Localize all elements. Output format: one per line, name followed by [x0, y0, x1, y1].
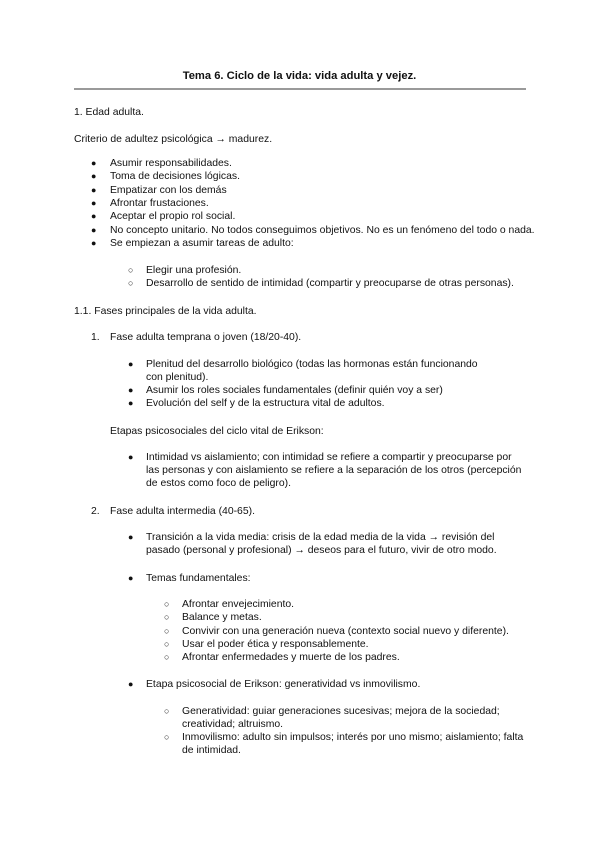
bullet-circle-icon: ○: [164, 639, 170, 649]
list-number: 1.: [91, 332, 100, 343]
list-item: Transición a la vida media: crisis de la edad media de la vida → revisión del pasado (personal y profesional) → deseos para el futuro, vivir de otro modo.: [146, 532, 497, 556]
list-item: Afrontar frustaciones.: [110, 198, 209, 209]
list-item: Afrontar enfermedades y muerte de los padres.: [182, 652, 400, 663]
list-item: Etapa psicosocial de Erikson: generatividad vs inmovilismo.: [146, 679, 421, 690]
bullet-dot-icon: ●: [91, 185, 97, 195]
list-item: Temas fundamentales:: [146, 573, 251, 584]
bullet-dot-icon: ●: [128, 359, 134, 369]
list-item: No concepto unitario. No todos conseguimos objetivos. No es un fenómeno del todo o nada.: [110, 225, 535, 236]
bullet-circle-icon: ○: [164, 626, 170, 636]
list-item: Inmovilismo: adulto sin impulsos; interés por uno mismo; aislamiento; falta de intimidad.: [182, 732, 524, 756]
title-divider: [74, 88, 526, 90]
bullet-dot-icon: ●: [91, 238, 97, 248]
bullet-circle-icon: ○: [128, 265, 134, 275]
bullet-dot-icon: ●: [128, 385, 134, 395]
list-item: Asumir responsabilidades.: [110, 158, 232, 169]
list-item: Desarrollo de sentido de intimidad (compartir y preocuparse de otras personas).: [146, 278, 514, 289]
list-item: Evolución del self y de la estructura vital de adultos.: [146, 398, 385, 409]
list-number: 2.: [91, 506, 100, 517]
bullet-circle-icon: ○: [128, 278, 134, 288]
criterio-text: Criterio de adultez psicológica → madurez.: [74, 134, 273, 145]
bullet-dot-icon: ●: [128, 532, 134, 542]
list-item: Aceptar el propio rol social.: [110, 211, 236, 222]
list-item: Usar el poder ética y responsablemente.: [182, 639, 369, 650]
list-item: Se empiezan a asumir tareas de adulto:: [110, 238, 294, 249]
bullet-dot-icon: ●: [128, 398, 134, 408]
section-heading-edad-adulta: 1. Edad adulta.: [74, 107, 144, 118]
bullet-circle-icon: ○: [164, 706, 170, 716]
bullet-dot-icon: ●: [91, 198, 97, 208]
bullet-circle-icon: ○: [164, 612, 170, 622]
bullet-dot-icon: ●: [91, 211, 97, 221]
bullet-dot-icon: ●: [128, 452, 134, 462]
erikson-heading: Etapas psicosociales del ciclo vital de Erikson:: [110, 426, 324, 437]
list-item: Toma de decisiones lógicas.: [110, 171, 240, 182]
bullet-dot-icon: ●: [128, 679, 134, 689]
bullet-circle-icon: ○: [164, 599, 170, 609]
list-item: Convivir con una generación nueva (contexto social nuevo y diferente).: [182, 626, 509, 637]
list-item: Asumir los roles sociales fundamentales (definir quién voy a ser): [146, 385, 443, 396]
list-item: Afrontar envejecimiento.: [182, 599, 295, 610]
bullet-circle-icon: ○: [164, 652, 170, 662]
document-title: Tema 6. Ciclo de la vida: vida adulta y vejez.: [182, 70, 417, 82]
bullet-dot-icon: ●: [91, 171, 97, 181]
bullet-dot-icon: ●: [91, 158, 97, 168]
fase-title: Fase adulta intermedia (40-65).: [110, 506, 255, 517]
list-item: Empatizar con los demás: [110, 185, 227, 196]
bullet-dot-icon: ●: [91, 225, 97, 235]
list-item: Elegir una profesión.: [146, 265, 242, 276]
list-item: Plenitud del desarrollo biológico (todas las hormonas están funcionando con plenitud).: [146, 359, 478, 383]
section-heading-fases: 1.1. Fases principales de la vida adulta.: [74, 306, 257, 317]
bullet-dot-icon: ●: [128, 573, 134, 583]
list-item: Generatividad: guiar generaciones sucesivas; mejora de la sociedad; creatividad; altruismo.: [182, 706, 500, 730]
list-item: Intimidad vs aislamiento; con intimidad se refiere a compartir y preocuparse por las personas y con aislamiento se refiere a la separación de los otros (percepción de estos como foco de peligro).: [146, 452, 522, 489]
fase-title: Fase adulta temprana o joven (18/20-40).: [110, 332, 302, 343]
list-item: Balance y metas.: [182, 612, 262, 623]
bullet-circle-icon: ○: [164, 732, 170, 742]
